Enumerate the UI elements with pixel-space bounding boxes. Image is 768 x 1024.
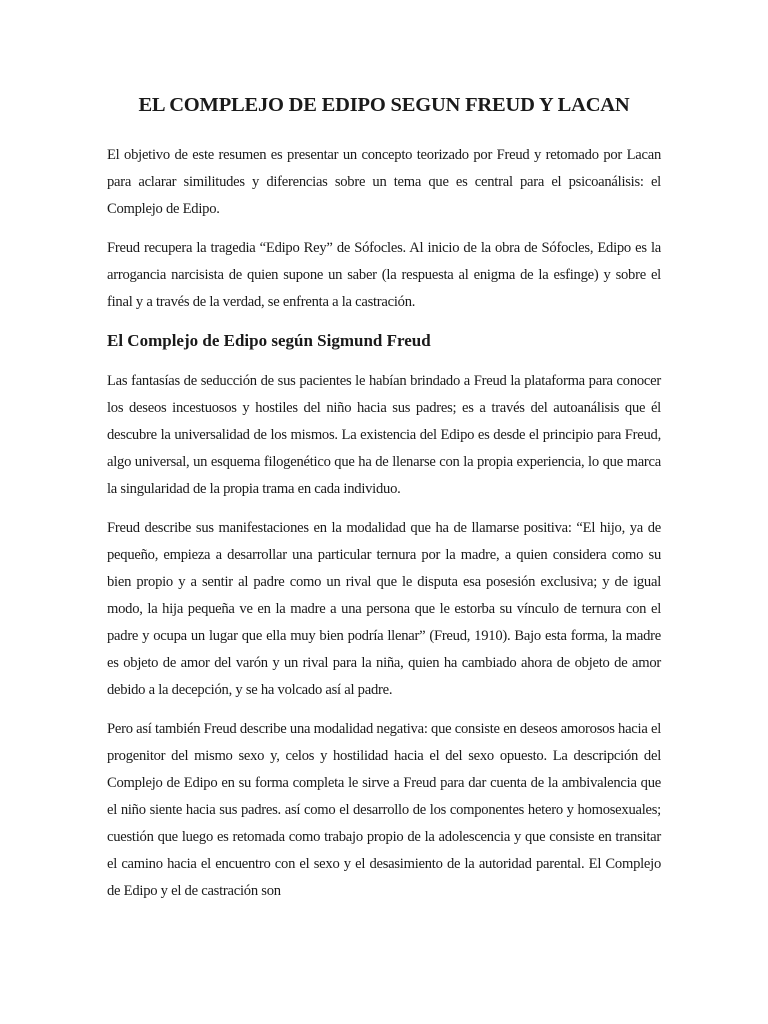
section-heading: El Complejo de Edipo según Sigmund Freud bbox=[107, 331, 431, 350]
document-title: EL COMPLEJO DE EDIPO SEGUN FREUD Y LACAN bbox=[138, 94, 630, 116]
intro-paragraph-2: Freud recupera la tragedia “Edipo Rey” de Sófocles. Al inicio de la obra de Sófocles, Edipo es la arrogancia narcisista de quien supone un saber (la respuesta al enigma de la esfinge) y sobre el final y a través de la verdad, se enfrenta a la castración. bbox=[107, 240, 661, 310]
section-paragraph-3: Pero así también Freud describe una modalidad negativa: que consiste en deseos amorosos hacia el progenitor del mismo sexo y, celos y hostilidad hacia el del sexo opuesto. La descripción del Complejo de Edipo en su forma completa le sirve a Freud para dar cuenta de la ambivalencia que el niño siente hacia sus padres. así como el desarrollo de los componentes hetero y homosexuales; cuestión que luego es retomada como trabajo propio de la adolescencia y que consiste en transitar el camino hacia el encuentro con el sexo y el desasimiento de la autoridad parental. El Complejo de Edipo y el de castración son bbox=[107, 721, 661, 899]
document-page bbox=[107, 92, 661, 917]
section-paragraph-2: Freud describe sus manifestaciones en la modalidad que ha de llamarse positiva: “El hijo, ya de pequeño, empieza a desarrollar una particular ternura por la madre, a quien considera como su bien propio y a sentir al padre como un rival que le disputa esa posesión exclusiva; y de igual modo, la hija pequeña ve en la madre a una persona que le estorba su vínculo de ternura con el padre y ocupa un lugar que ella muy bien podría llenar” (Freud, 1910). Bajo esta forma, la madre es objeto de amor del varón y un rival para la niña, quien ha cambiado ahora de objeto de amor debido a la decepción, y se ha volcado así al padre. bbox=[107, 520, 661, 698]
intro-paragraph-1: El objetivo de este resumen es presentar un concepto teorizado por Freud y retomado por Lacan para aclarar similitudes y diferencias sobre un tema que es central para el psicoanálisis: el Complejo de Edipo. bbox=[107, 147, 661, 217]
section-paragraph-1: Las fantasías de seducción de sus pacientes le habían brindado a Freud la plataforma para conocer los deseos incestuosos y hostiles del niño hacia sus padres; es a través del autoanálisis que él descubre la universalidad de los mismos. La existencia del Edipo es desde el principio para Freud, algo universal, un esquema filogenético que ha de llenarse con la propia experiencia, lo que marca la singularidad de la propia trama en cada individuo. bbox=[107, 373, 661, 497]
